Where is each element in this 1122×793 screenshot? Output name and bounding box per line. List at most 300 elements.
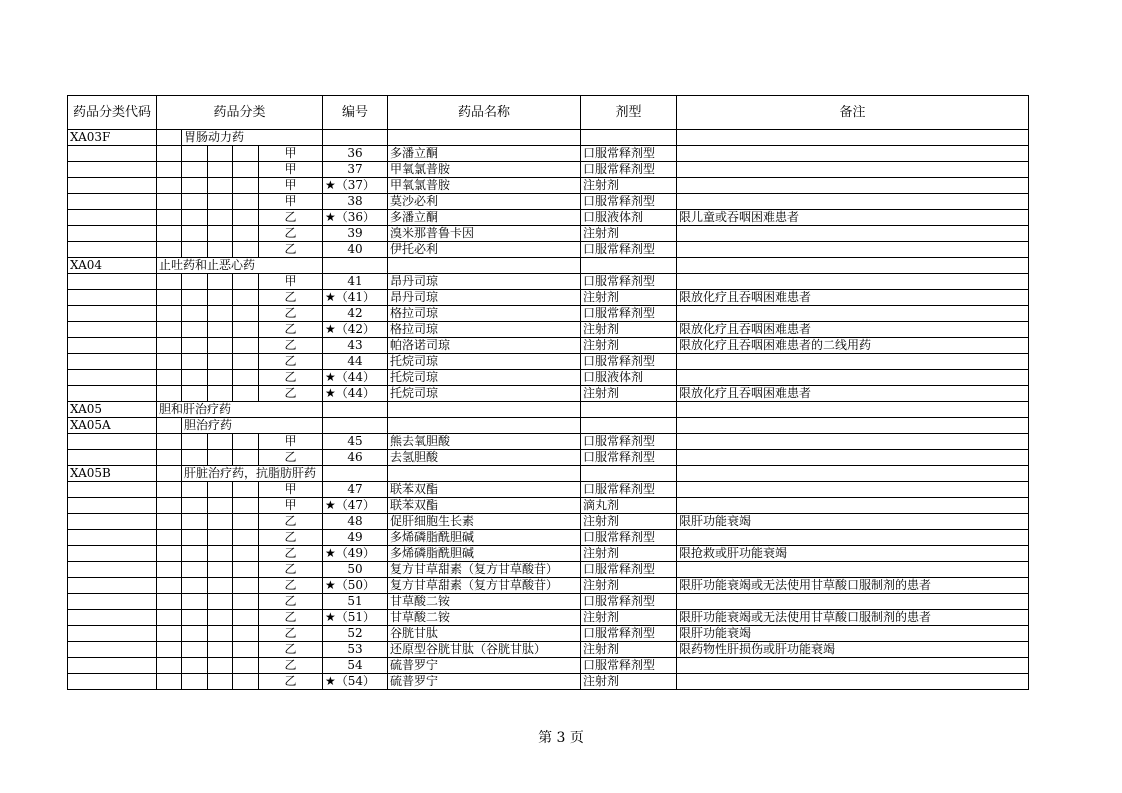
drug-name-cell: 托烷司琼: [388, 386, 581, 402]
number-cell: 49: [323, 530, 388, 546]
drug-name-cell: 硫普罗宁: [388, 658, 581, 674]
dosage-form-cell: 注射剂: [581, 386, 677, 402]
number-cell: 53: [323, 642, 388, 658]
name-cell: [388, 258, 581, 274]
drug-name-cell: 还原型谷胱甘肽（谷胱甘肽）: [388, 642, 581, 658]
table-row: [68, 514, 1029, 530]
dosage-form-cell: 口服常释剂型: [581, 354, 677, 370]
code-cell: [68, 290, 157, 306]
level-cell: [157, 450, 182, 466]
level-cell: [182, 338, 208, 354]
level-cell: [208, 578, 233, 594]
level-cell: [208, 450, 233, 466]
level-cell: [233, 354, 259, 370]
level-cell: [208, 226, 233, 242]
level-cell: [182, 210, 208, 226]
category-code: XA03F: [68, 130, 157, 146]
level-cell: [157, 674, 182, 690]
table-row: [68, 370, 1029, 386]
remark-cell: [677, 354, 1029, 370]
code-cell: [68, 146, 157, 162]
dosage-form-cell: 口服常释剂型: [581, 146, 677, 162]
number-cell: ★（44）: [323, 370, 388, 386]
level-cell: [182, 514, 208, 530]
category-row: [68, 130, 1029, 146]
level-cell: [233, 514, 259, 530]
grade-cell: 乙: [259, 226, 323, 242]
number-cell: 47: [323, 482, 388, 498]
level-cell: [208, 162, 233, 178]
number-cell: 38: [323, 194, 388, 210]
code-cell: [68, 642, 157, 658]
table-row: [68, 578, 1029, 594]
level-cell: [233, 626, 259, 642]
header-row: [68, 96, 1029, 130]
form-cell: [581, 258, 677, 274]
grade-cell: 甲: [259, 434, 323, 450]
remark-cell: [677, 194, 1029, 210]
dosage-form-cell: 口服常释剂型: [581, 594, 677, 610]
drug-catalog-table: [67, 95, 1029, 690]
name-cell: [388, 466, 581, 482]
level-cell: [182, 162, 208, 178]
drug-name-cell: 联苯双酯: [388, 482, 581, 498]
level-cell: [182, 450, 208, 466]
level-cell: [208, 338, 233, 354]
level-cell: [208, 386, 233, 402]
level-cell: [182, 434, 208, 450]
grade-cell: 乙: [259, 450, 323, 466]
level-cell: [233, 306, 259, 322]
name-cell: [388, 130, 581, 146]
level-cell: [208, 290, 233, 306]
remark-cell: [677, 274, 1029, 290]
drug-name-cell: 甲氧氯普胺: [388, 178, 581, 194]
level-cell: [157, 482, 182, 498]
code-cell: [68, 546, 157, 562]
table-row: [68, 290, 1029, 306]
drug-name-cell: 硫普罗宁: [388, 674, 581, 690]
table-row: [68, 242, 1029, 258]
dosage-form-cell: 注射剂: [581, 226, 677, 242]
grade-cell: 乙: [259, 354, 323, 370]
drug-name-cell: 甘草酸二铵: [388, 610, 581, 626]
grade-cell: 甲: [259, 178, 323, 194]
remark-cell: 限放化疗且吞咽困难患者: [677, 322, 1029, 338]
category-label: 胆和肝治疗药: [157, 402, 323, 418]
dosage-form-cell: 口服常释剂型: [581, 162, 677, 178]
grade-cell: 甲: [259, 162, 323, 178]
level-cell: [233, 210, 259, 226]
table-row: [68, 354, 1029, 370]
dosage-form-cell: 注射剂: [581, 322, 677, 338]
level-cell: [157, 530, 182, 546]
code-cell: [68, 514, 157, 530]
level-cell: [233, 146, 259, 162]
level-cell: [233, 386, 259, 402]
grade-cell: 乙: [259, 306, 323, 322]
level-cell: [233, 562, 259, 578]
dosage-form-cell: 口服常释剂型: [581, 434, 677, 450]
remark-cell: 限放化疗且吞咽困难患者: [677, 386, 1029, 402]
level-cell: [182, 194, 208, 210]
level-cell: [233, 178, 259, 194]
category-indent: [157, 466, 182, 482]
number-cell: 51: [323, 594, 388, 610]
form-cell: [581, 466, 677, 482]
code-cell: [68, 354, 157, 370]
level-cell: [233, 194, 259, 210]
code-cell: [68, 274, 157, 290]
drug-name-cell: 联苯双酯: [388, 498, 581, 514]
level-cell: [233, 226, 259, 242]
remark-cell: [677, 530, 1029, 546]
drug-name-cell: 甲氧氯普胺: [388, 162, 581, 178]
remark-cell: [677, 674, 1029, 690]
drug-name-cell: 复方甘草甜素（复方甘草酸苷）: [388, 562, 581, 578]
number-cell: [323, 258, 388, 274]
code-cell: [68, 210, 157, 226]
header-code: 药品分类代码: [68, 96, 157, 130]
number-cell: 52: [323, 626, 388, 642]
level-cell: [208, 354, 233, 370]
level-cell: [233, 530, 259, 546]
level-cell: [182, 370, 208, 386]
level-cell: [157, 370, 182, 386]
level-cell: [208, 322, 233, 338]
level-cell: [233, 674, 259, 690]
code-cell: [68, 386, 157, 402]
number-cell: 37: [323, 162, 388, 178]
drug-name-cell: 格拉司琼: [388, 322, 581, 338]
number-cell: ★（54）: [323, 674, 388, 690]
code-cell: [68, 498, 157, 514]
number-cell: ★（37）: [323, 178, 388, 194]
remark-cell: [677, 434, 1029, 450]
drug-name-cell: 托烷司琼: [388, 354, 581, 370]
level-cell: [157, 626, 182, 642]
level-cell: [157, 514, 182, 530]
header-remark: 备注: [677, 96, 1029, 130]
level-cell: [233, 370, 259, 386]
drug-name-cell: 托烷司琼: [388, 370, 581, 386]
drug-name-cell: 伊托必利: [388, 242, 581, 258]
table-row: [68, 386, 1029, 402]
code-cell: [68, 450, 157, 466]
category-code: XA04: [68, 258, 157, 274]
dosage-form-cell: 注射剂: [581, 546, 677, 562]
number-cell: 46: [323, 450, 388, 466]
level-cell: [157, 642, 182, 658]
level-cell: [157, 434, 182, 450]
number-cell: [323, 130, 388, 146]
remark-cell: [677, 242, 1029, 258]
level-cell: [233, 338, 259, 354]
number-cell: [323, 418, 388, 434]
level-cell: [157, 562, 182, 578]
name-cell: [388, 402, 581, 418]
remark-cell: [677, 450, 1029, 466]
drug-name-cell: 甘草酸二铵: [388, 594, 581, 610]
level-cell: [182, 610, 208, 626]
level-cell: [157, 658, 182, 674]
code-cell: [68, 658, 157, 674]
remark-cell: [677, 594, 1029, 610]
grade-cell: 甲: [259, 146, 323, 162]
number-cell: ★（47）: [323, 498, 388, 514]
dosage-form-cell: 口服常释剂型: [581, 194, 677, 210]
table-row: [68, 226, 1029, 242]
level-cell: [157, 210, 182, 226]
level-cell: [208, 146, 233, 162]
grade-cell: 乙: [259, 242, 323, 258]
level-cell: [182, 658, 208, 674]
number-cell: ★（51）: [323, 610, 388, 626]
level-cell: [233, 578, 259, 594]
level-cell: [208, 562, 233, 578]
form-cell: [581, 402, 677, 418]
level-cell: [182, 354, 208, 370]
level-cell: [182, 242, 208, 258]
table-row: [68, 178, 1029, 194]
remark-cell: [677, 418, 1029, 434]
header-name: 药品名称: [388, 96, 581, 130]
drug-name-cell: 溴米那普鲁卡因: [388, 226, 581, 242]
level-cell: [182, 306, 208, 322]
level-cell: [182, 386, 208, 402]
level-cell: [182, 482, 208, 498]
dosage-form-cell: 注射剂: [581, 338, 677, 354]
grade-cell: 乙: [259, 562, 323, 578]
category-row: [68, 466, 1029, 482]
remark-cell: [677, 482, 1029, 498]
level-cell: [208, 594, 233, 610]
category-code: XA05: [68, 402, 157, 418]
number-cell: 39: [323, 226, 388, 242]
dosage-form-cell: 口服常释剂型: [581, 626, 677, 642]
code-cell: [68, 626, 157, 642]
drug-name-cell: 熊去氧胆酸: [388, 434, 581, 450]
grade-cell: 乙: [259, 290, 323, 306]
level-cell: [233, 162, 259, 178]
category-row: [68, 402, 1029, 418]
grade-cell: 乙: [259, 210, 323, 226]
level-cell: [233, 482, 259, 498]
dosage-form-cell: 口服常释剂型: [581, 658, 677, 674]
number-cell: 36: [323, 146, 388, 162]
dosage-form-cell: 口服常释剂型: [581, 482, 677, 498]
table-row: [68, 658, 1029, 674]
table-row: [68, 530, 1029, 546]
level-cell: [208, 370, 233, 386]
dosage-form-cell: 注射剂: [581, 610, 677, 626]
grade-cell: 甲: [259, 498, 323, 514]
level-cell: [182, 274, 208, 290]
form-cell: [581, 418, 677, 434]
grade-cell: 甲: [259, 194, 323, 210]
level-cell: [208, 242, 233, 258]
dosage-form-cell: 滴丸剂: [581, 498, 677, 514]
number-cell: ★（42）: [323, 322, 388, 338]
level-cell: [182, 594, 208, 610]
table-row: [68, 210, 1029, 226]
drug-name-cell: 格拉司琼: [388, 306, 581, 322]
code-cell: [68, 594, 157, 610]
grade-cell: 乙: [259, 610, 323, 626]
level-cell: [157, 290, 182, 306]
code-cell: [68, 370, 157, 386]
level-cell: [233, 274, 259, 290]
category-code: XA05A: [68, 418, 157, 434]
dosage-form-cell: 注射剂: [581, 578, 677, 594]
grade-cell: 乙: [259, 514, 323, 530]
code-cell: [68, 562, 157, 578]
table-row: [68, 546, 1029, 562]
code-cell: [68, 226, 157, 242]
level-cell: [208, 178, 233, 194]
grade-cell: 乙: [259, 370, 323, 386]
drug-name-cell: 多潘立酮: [388, 210, 581, 226]
drug-name-cell: 复方甘草甜素（复方甘草酸苷）: [388, 578, 581, 594]
level-cell: [208, 658, 233, 674]
table-row: [68, 434, 1029, 450]
grade-cell: 乙: [259, 546, 323, 562]
code-cell: [68, 674, 157, 690]
drug-name-cell: 莫沙必利: [388, 194, 581, 210]
number-cell: ★（36）: [323, 210, 388, 226]
code-cell: [68, 306, 157, 322]
category-indent: [157, 418, 182, 434]
grade-cell: 乙: [259, 594, 323, 610]
number-cell: ★（41）: [323, 290, 388, 306]
table-row: [68, 306, 1029, 322]
number-cell: 42: [323, 306, 388, 322]
level-cell: [233, 594, 259, 610]
remark-cell: 限肝功能衰竭或无法使用甘草酸口服制剂的患者: [677, 610, 1029, 626]
remark-cell: [677, 226, 1029, 242]
name-cell: [388, 418, 581, 434]
level-cell: [157, 338, 182, 354]
dosage-form-cell: 注射剂: [581, 674, 677, 690]
dosage-form-cell: 口服液体剂: [581, 370, 677, 386]
drug-name-cell: 多烯磷脂酰胆碱: [388, 546, 581, 562]
remark-cell: 限抢救或肝功能衰竭: [677, 546, 1029, 562]
level-cell: [208, 194, 233, 210]
drug-name-cell: 昂丹司琼: [388, 290, 581, 306]
dosage-form-cell: 注射剂: [581, 514, 677, 530]
level-cell: [233, 242, 259, 258]
level-cell: [182, 626, 208, 642]
level-cell: [157, 322, 182, 338]
remark-cell: [677, 178, 1029, 194]
dosage-form-cell: 口服常释剂型: [581, 274, 677, 290]
level-cell: [182, 642, 208, 658]
grade-cell: 乙: [259, 674, 323, 690]
code-cell: [68, 162, 157, 178]
category-code: XA05B: [68, 466, 157, 482]
level-cell: [157, 594, 182, 610]
number-cell: 45: [323, 434, 388, 450]
header-form: 剂型: [581, 96, 677, 130]
level-cell: [233, 498, 259, 514]
table-row: [68, 274, 1029, 290]
dosage-form-cell: 口服常释剂型: [581, 450, 677, 466]
table-row: [68, 674, 1029, 690]
category-label: 胃肠动力药: [182, 130, 323, 146]
remark-cell: [677, 498, 1029, 514]
number-cell: 44: [323, 354, 388, 370]
header-number: 编号: [323, 96, 388, 130]
level-cell: [233, 450, 259, 466]
level-cell: [157, 610, 182, 626]
grade-cell: 乙: [259, 642, 323, 658]
number-cell: 50: [323, 562, 388, 578]
level-cell: [182, 290, 208, 306]
drug-name-cell: 昂丹司琼: [388, 274, 581, 290]
remark-cell: [677, 130, 1029, 146]
table-row: [68, 194, 1029, 210]
drug-name-cell: 去氢胆酸: [388, 450, 581, 466]
level-cell: [157, 146, 182, 162]
table-row: [68, 162, 1029, 178]
dosage-form-cell: 口服常释剂型: [581, 306, 677, 322]
level-cell: [157, 578, 182, 594]
table-row: [68, 482, 1029, 498]
level-cell: [157, 274, 182, 290]
category-label: 止吐药和止恶心药: [157, 258, 323, 274]
table-row: [68, 562, 1029, 578]
level-cell: [233, 642, 259, 658]
level-cell: [182, 578, 208, 594]
remark-cell: 限药物性肝损伤或肝功能衰竭: [677, 642, 1029, 658]
level-cell: [157, 226, 182, 242]
number-cell: ★（49）: [323, 546, 388, 562]
number-cell: 40: [323, 242, 388, 258]
grade-cell: 乙: [259, 530, 323, 546]
code-cell: [68, 322, 157, 338]
table-row: [68, 626, 1029, 642]
drug-name-cell: 多烯磷脂酰胆碱: [388, 530, 581, 546]
code-cell: [68, 338, 157, 354]
level-cell: [157, 178, 182, 194]
code-cell: [68, 194, 157, 210]
code-cell: [68, 178, 157, 194]
header-category: 药品分类: [157, 96, 323, 130]
drug-name-cell: 促肝细胞生长素: [388, 514, 581, 530]
remark-cell: [677, 370, 1029, 386]
level-cell: [208, 514, 233, 530]
grade-cell: 乙: [259, 338, 323, 354]
level-cell: [157, 194, 182, 210]
category-indent: [157, 130, 182, 146]
level-cell: [157, 386, 182, 402]
grade-cell: 甲: [259, 274, 323, 290]
level-cell: [182, 546, 208, 562]
remark-cell: [677, 146, 1029, 162]
grade-cell: 甲: [259, 482, 323, 498]
grade-cell: 乙: [259, 386, 323, 402]
drug-name-cell: 帕洛诺司琼: [388, 338, 581, 354]
dosage-form-cell: 注射剂: [581, 642, 677, 658]
remark-cell: 限儿童或吞咽困难患者: [677, 210, 1029, 226]
remark-cell: 限肝功能衰竭: [677, 514, 1029, 530]
dosage-form-cell: 口服常释剂型: [581, 562, 677, 578]
table-row: [68, 450, 1029, 466]
level-cell: [157, 546, 182, 562]
number-cell: 43: [323, 338, 388, 354]
level-cell: [182, 146, 208, 162]
remark-cell: 限放化疗且吞咽困难患者: [677, 290, 1029, 306]
